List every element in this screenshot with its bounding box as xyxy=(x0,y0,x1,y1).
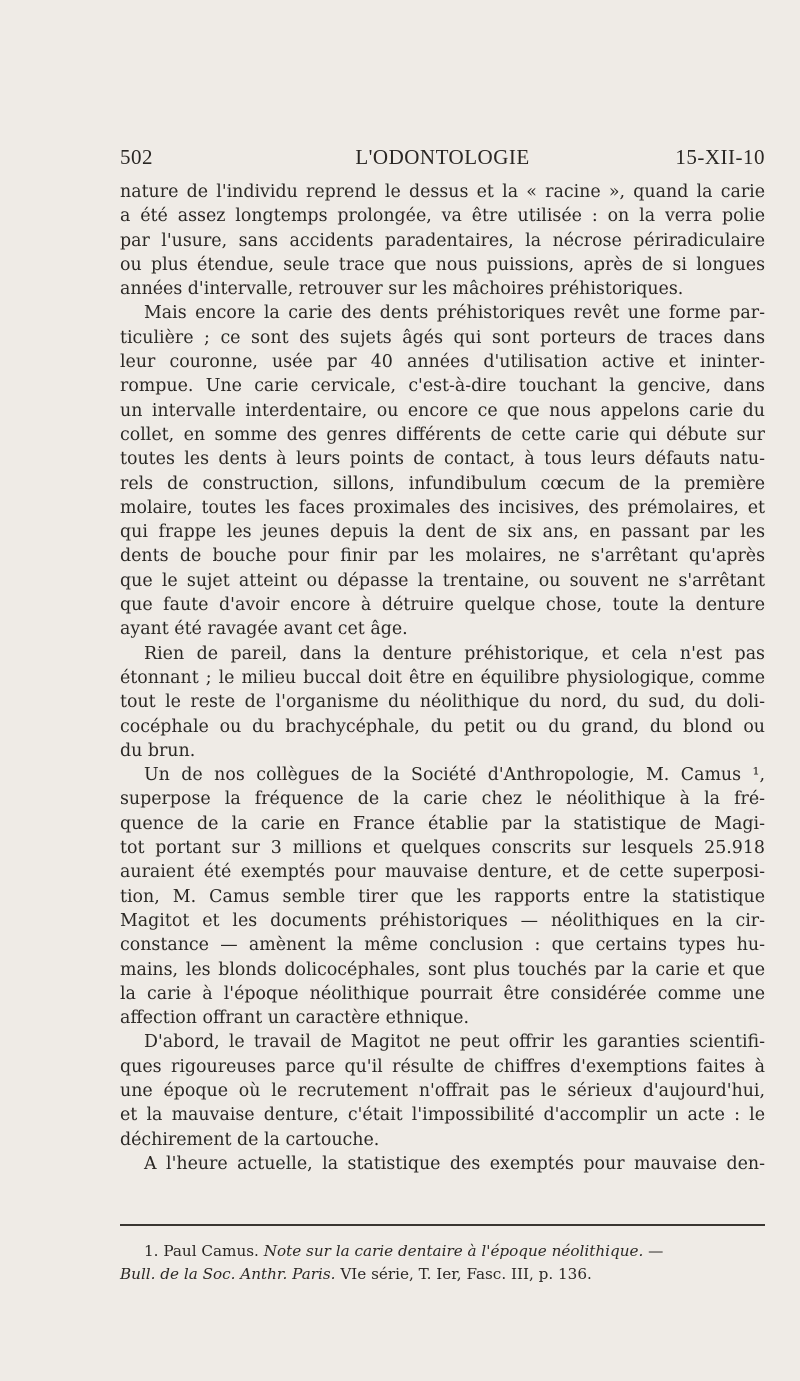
text-line: qui frappe les jeunes depuis la dent de six ans, en passant par les xyxy=(120,522,765,543)
text-line: mains, les blonds dolicocéphales, sont plus touchés par la carie et que xyxy=(120,959,765,980)
text-line: dents de bouche pour finir par les molaires, ne s'arrêtant qu'après xyxy=(120,546,765,567)
text-line: affection offrant un caractère ethnique. xyxy=(120,1008,469,1029)
text-line: Un de nos collègues de la Société d'Anthropologie, M. Camus ¹, xyxy=(144,765,765,786)
footnote-title: Note sur la carie dentaire à l'époque néolithique. xyxy=(263,1242,644,1260)
text-line: et la mauvaise denture, c'était l'impossibilité d'accomplir un acte : le xyxy=(120,1105,765,1126)
text-line: du brun. xyxy=(120,740,196,761)
text-line: auraient été exemptés pour mauvaise denture, et de cette superposi- xyxy=(120,862,765,883)
text-line: Mais encore la carie des dents préhistoriques revêt une forme par- xyxy=(144,303,765,324)
text-line: ou plus étendue, seule trace que nous puissions, après de si longues xyxy=(120,254,765,275)
text-line: ayant été ravagée avant cet âge. xyxy=(120,619,408,640)
text-line: ques rigoureuses parce qu'il résulte de chiffres d'exemptions faites à xyxy=(120,1056,765,1077)
text-line: que faute d'avoir encore à détruire quelque chose, toute la denture xyxy=(120,595,765,616)
footnote-journal: Bull. de la Soc. Anthr. Paris. xyxy=(120,1265,336,1283)
footnote-line xyxy=(120,1240,765,1263)
text-line: a été assez longtemps prolongée, va être utilisée : on la verra polie xyxy=(120,206,765,227)
footnote-dash: — xyxy=(648,1242,664,1260)
footnote-line xyxy=(120,1263,765,1286)
text-line: Rien de pareil, dans la denture préhistorique, et cela n'est pas xyxy=(144,643,765,664)
text-line: un intervalle interdentaire, ou encore ce que nous appelons carie du xyxy=(120,400,765,421)
text-line: années d'intervalle, retrouver sur les mâchoires préhistoriques. xyxy=(120,279,684,300)
text-line: constance — amènent la même conclusion : que certains types hu- xyxy=(120,935,765,956)
text-line: quence de la carie en France établie par la statistique de Magi- xyxy=(120,813,765,834)
text-line: nature de l'individu reprend le dessus et la « racine », quand la carie xyxy=(120,182,765,202)
text-line: Magitot et les documents préhistoriques — néolithiques en la cir- xyxy=(120,910,765,931)
footnote-number: 1. xyxy=(144,1242,159,1260)
text-line: A l'heure actuelle, la statistique des exemptés pour mauvaise den- xyxy=(144,1153,765,1174)
issue-date: 15-XII-10 xyxy=(675,145,765,169)
text-line: molaire, toutes les faces proximales des incisives, des prémolaires, et xyxy=(120,497,765,518)
footnote xyxy=(120,1240,765,1286)
page-number: 502 xyxy=(120,145,153,169)
text-line: une époque où le recrutement n'offrait pas le sérieux d'aujourd'hui, xyxy=(120,1080,765,1101)
text-line: tout le reste de l'organisme du néolithique du nord, du sud, du doli- xyxy=(120,692,765,713)
page-header xyxy=(120,145,765,173)
text-line: leur couronne, usée par 40 années d'utilisation active et ininter- xyxy=(120,352,765,373)
body-text xyxy=(120,180,765,1176)
text-line: tot portant sur 3 millions et quelques conscrits sur lesquels 25.918 xyxy=(120,838,765,859)
text-line: collet, en somme des genres différents de cette carie qui débute sur xyxy=(120,424,765,445)
text-line: la carie à l'époque néolithique pourrait être considérée comme une xyxy=(120,983,765,1004)
text-line: déchirement de la cartouche. xyxy=(120,1129,380,1150)
text-line: cocéphale ou du brachycéphale, du petit ou du grand, du blond ou xyxy=(120,716,765,737)
text-line: rompue. Une carie cervicale, c'est-à-dire touchant la gencive, dans xyxy=(120,376,765,397)
text-line: toutes les dents à leurs points de contact, à tous leurs défauts natu- xyxy=(120,449,765,470)
text-line: étonnant ; le milieu buccal doit être en équilibre physiologique, comme xyxy=(120,667,765,688)
text-line: ticulière ; ce sont des sujets âgés qui sont porteurs de traces dans xyxy=(120,327,765,348)
text-line: D'abord, le travail de Magitot ne peut offrir les garanties scientifi- xyxy=(144,1032,765,1053)
text-line: par l'usure, sans accidents paradentaires, la nécrose périradiculaire xyxy=(120,230,765,251)
footnote-rule xyxy=(120,1224,765,1226)
running-title: L'ODONTOLOGIE xyxy=(355,145,530,169)
footnote-details: VIe série, T. Ier, Fasc. III, p. 136. xyxy=(340,1265,592,1283)
text-line: tion, M. Camus semble tirer que les rapports entre la statistique xyxy=(120,886,765,907)
footnote-author: Paul Camus. xyxy=(163,1242,259,1260)
text-line: superpose la fréquence de la carie chez le néolithique à la fré- xyxy=(120,789,765,810)
text-line: rels de construction, sillons, infundibulum cœcum de la première xyxy=(120,473,765,494)
text-line: que le sujet atteint ou dépasse la trentaine, ou souvent ne s'arrêtant xyxy=(120,570,765,591)
